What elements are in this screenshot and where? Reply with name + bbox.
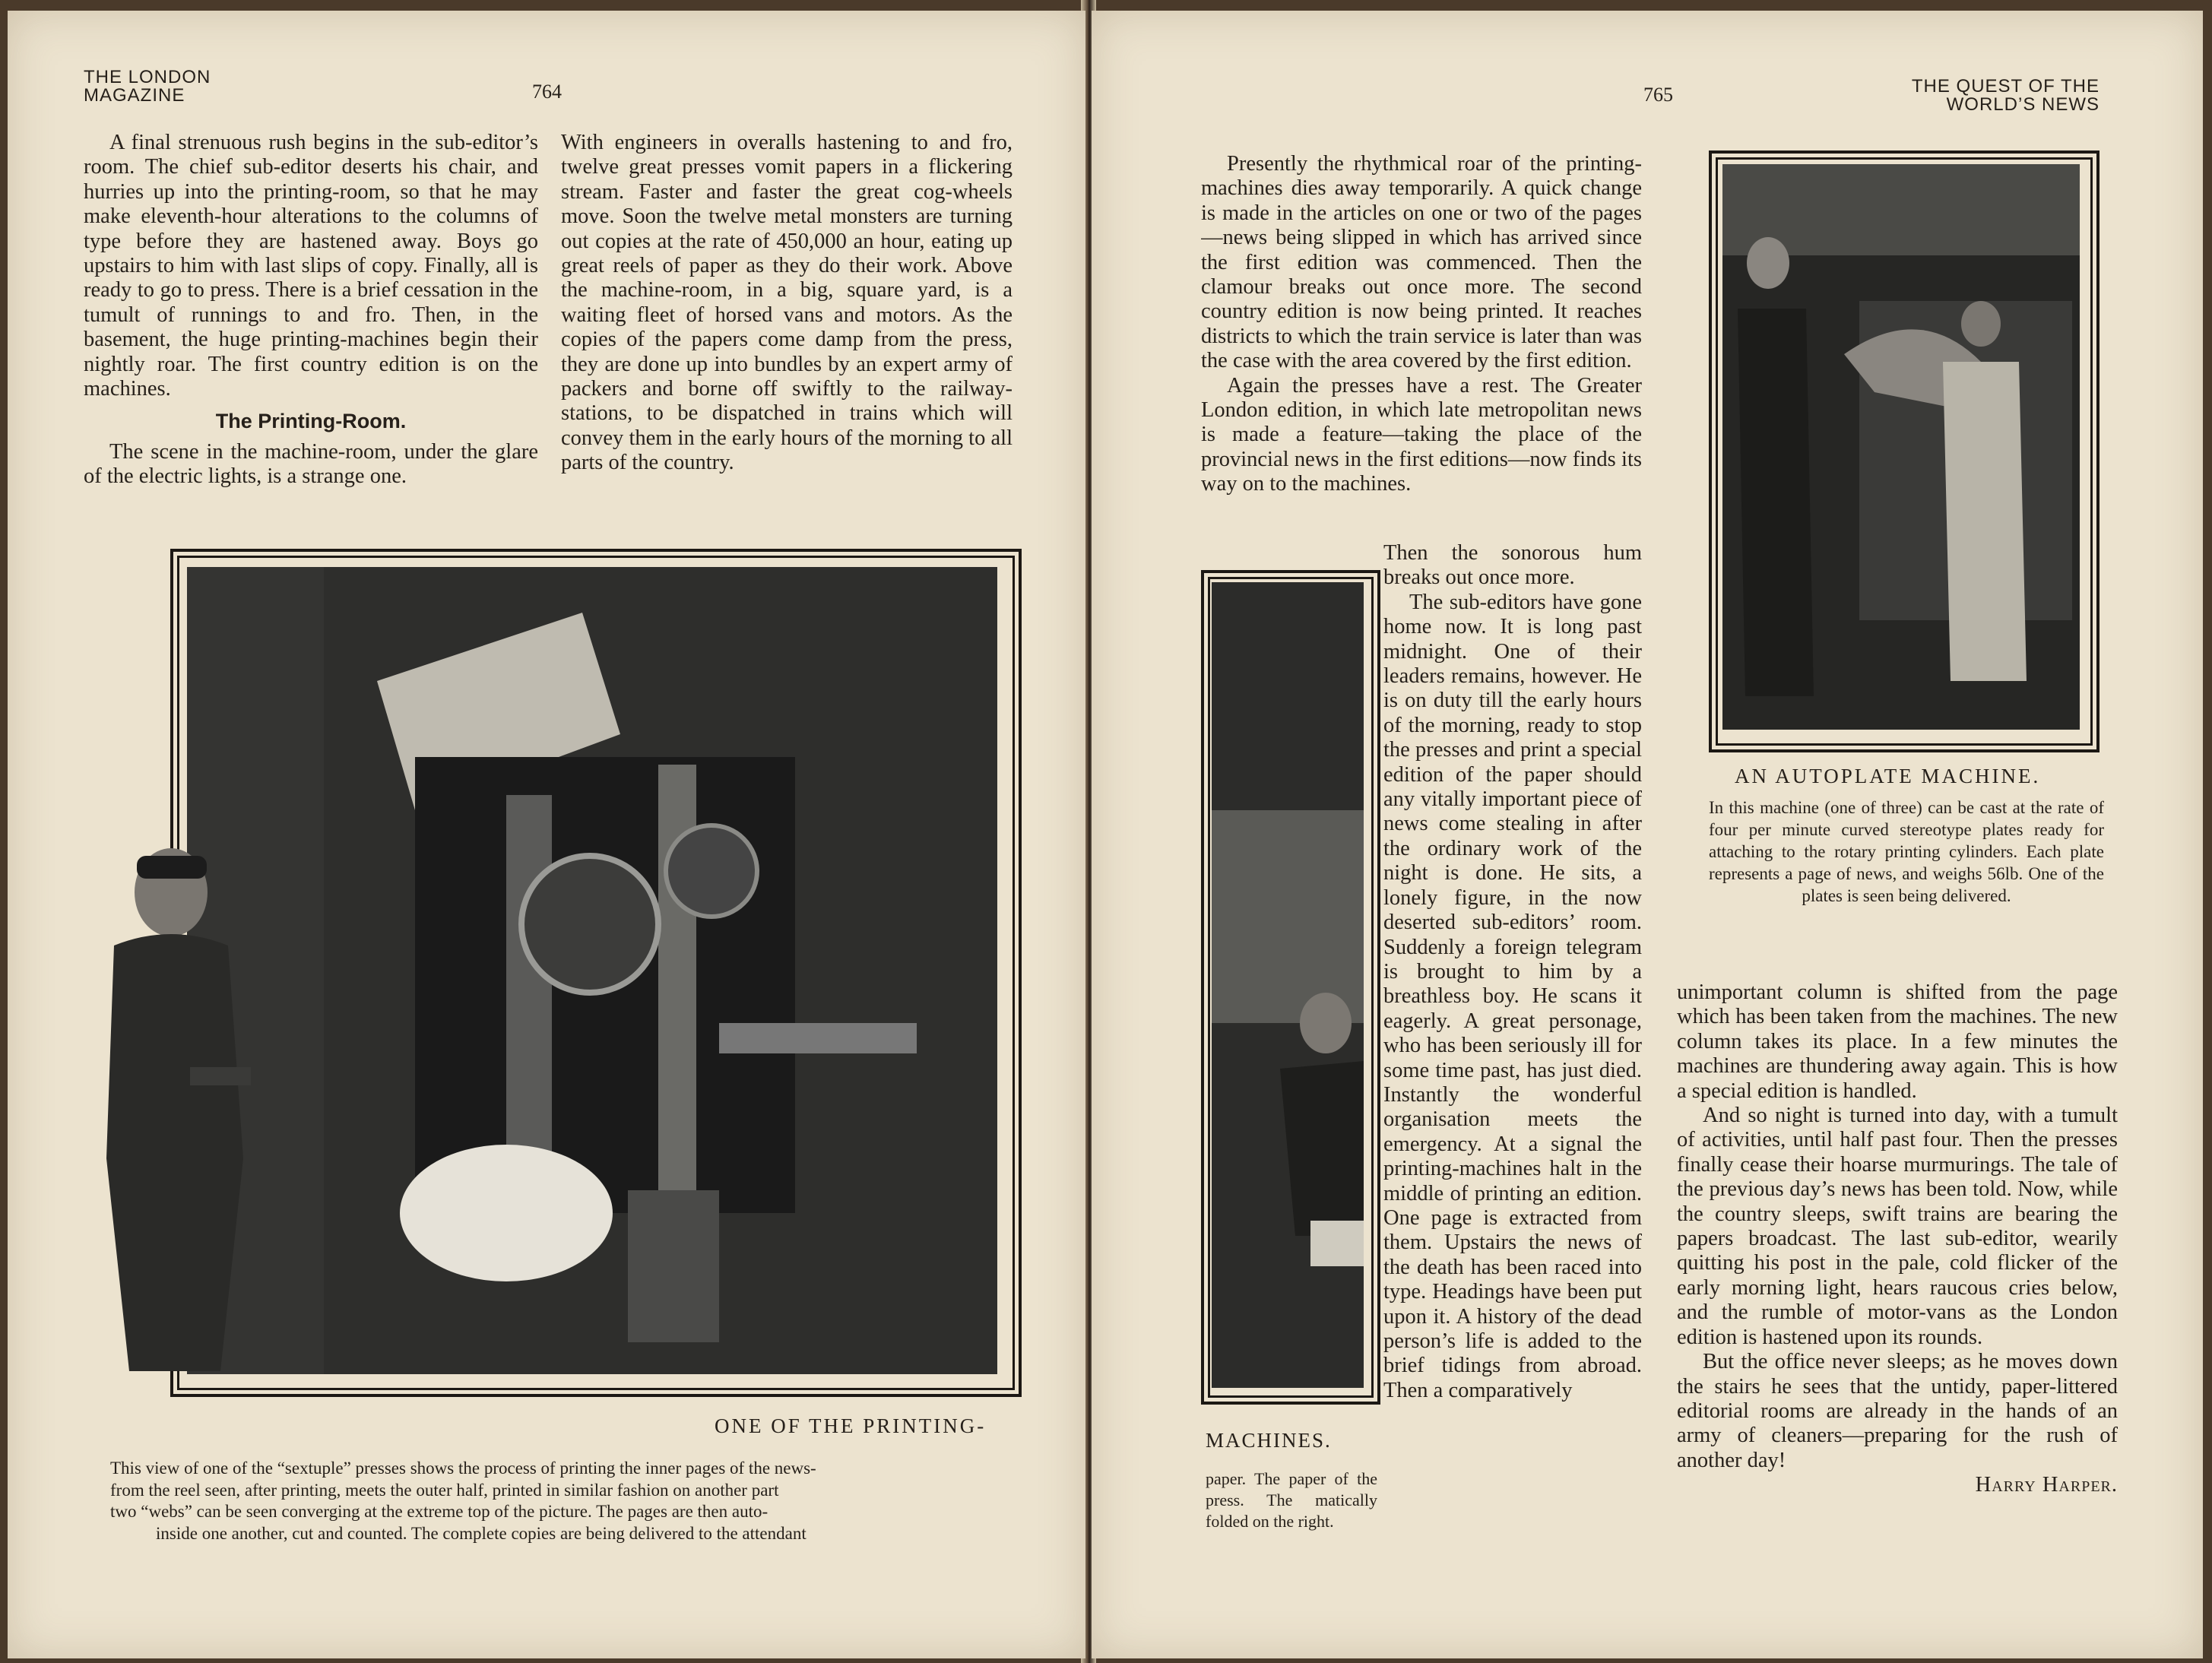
- right-column-2: [1677, 980, 2118, 1558]
- running-head-left: THE LONDON MAGAZINE: [84, 67, 211, 106]
- packer-illustration: [1212, 582, 1364, 1388]
- autoplate-illustration: [1722, 164, 2080, 730]
- paragraph: But the office never sleeps; as he moves down the stairs he sees that the untidy, paper-littered editorial rooms are already in the hands of an army of cleaners—preparing for the rush of another day!: [1677, 1350, 2118, 1472]
- pressman-figure: [84, 839, 258, 1386]
- caption-line: from the reel seen, after printing, meets the outer half, printed in similar fashion on another part: [110, 1480, 779, 1500]
- section-subheading: The Printing-Room.: [215, 410, 407, 433]
- left-column-1: [84, 131, 538, 541]
- caption-line: This view of one of the “sextuple” presses shows the process of printing the inner pages of the news-: [110, 1459, 816, 1478]
- paragraph: A final strenuous rush begins in the sub-editor’s room. The chief sub-editor deserts his chair, and hurries up into the printing-room, so that he may make eleventh-hour alterations to the columns of type before they are hastened away. Boys go upstairs to him with last slips of copy. Finally, all is ready to go to press. There is a brief cessation in the tumult of runnings to and fro. Then, in the basement, the huge printing-machines begin their nightly roar. The first country edition is on the machines.: [84, 131, 538, 401]
- right-column-1-top: [1201, 152, 1642, 538]
- caption-line: inside one another, cut and counted. The complete copies are being delivered to the attendant: [156, 1523, 807, 1543]
- paragraph: The sub-editors have gone home now. It is long past midnight. One of their leaders remains, however. He is on duty till the early hours of the morning, ready to stop the presses and print a special edition of the paper should any vitally important piece of news come stealing in after the ordinary work of the night is done. He sits, a lonely figure, in the now deserted sub-editors’ room. Suddenly a foreign telegram is brought to him by a breathless boy. He scans it eagerly. A great personage, who has been seriously ill for some time past, has just died. Instantly the wonderful organisation meets the emergency. At a signal the printing-machines halt in the middle of printing an edition. One page is extracted from them. Upstairs the news of the death has been raced into type. Headings have been put upon it. A history of the dead person’s life is added to the brief tidings from abroad. Then a comparatively: [1383, 590, 1642, 1402]
- paragraph: unimportant column is shifted from the page which has been taken from the machines. The new column takes its place. In a few minutes the machines are thundering away again. This is how a special edition is handled.: [1677, 980, 2118, 1103]
- left-column-2: [561, 131, 1013, 541]
- small-photo-caption-title: MACHINES.: [1206, 1429, 1332, 1452]
- right-column-1-wrap: [1383, 541, 1642, 1560]
- page-number-right: 765: [1643, 84, 1673, 106]
- small-photo-caption: paper. The paper of the press. The matically folded on the right.: [1206, 1469, 1377, 1531]
- paragraph: Then the sonorous hum breaks out once more.: [1383, 541, 1642, 590]
- left-page: [8, 11, 1085, 1658]
- running-head-right: THE QUEST OF THE WORLD’S NEWS: [1911, 76, 2099, 115]
- autoplate-photo: [1722, 164, 2080, 730]
- paragraph: Presently the rhythmical roar of the printing-machines dies away temporarily. A quick change is made in the articles on one or two of the pages—news being slipped in which has arrived since the first edition was commenced. Then the clamour breaks out once more. The second country edition is now being printed. It reaches districts to which the train service is later than was the case with the area covered by the first edition.: [1201, 152, 1642, 373]
- right-page: [1092, 11, 2203, 1658]
- paragraph: The scene in the machine-room, under the glare of the electric lights, is a strange one.: [84, 439, 538, 489]
- author-signature: Harry Harper.: [1975, 1473, 2118, 1497]
- photo-caption: [110, 1458, 1015, 1552]
- autoplate-caption-title: AN AUTOPLATE MACHINE.: [1735, 765, 2041, 787]
- printing-press-photo: [187, 567, 997, 1374]
- autoplate-caption: In this machine (one of three) can be cast at the rate of four per minute curved stereotype plates ready for attaching to the rotary printing cylinders. Each plate represents a page of news, and weighs 56lb. One of the plates is seen being delivered.: [1709, 798, 2104, 905]
- paragraph: And so night is turned into day, with a tumult of activities, until half past four. Then the presses finally cease their hoarse murmurings. The tale of the previous day’s news has been told. Now, while the country sleeps, swift trains are bearing the papers broadcast. The last sub-editor, wearily quitting his post in the pale, cold flicker of the early morning light, hears raucous cries below, and the rumble of motor-vans as the London edition is hastened upon its rounds.: [1677, 1104, 2118, 1349]
- caption-line: two “webs” can be seen converging at the extreme top of the picture. The pages are then auto-: [110, 1502, 768, 1521]
- printing-press-illustration: [187, 567, 997, 1374]
- photo-caption-title: ONE OF THE PRINTING-: [715, 1414, 987, 1437]
- paragraph: Again the presses have a rest. The Greater London edition, in which late metropolitan news is made a feature—taking the place of the provincial news in the first editions—now finds its way on to the machines.: [1201, 373, 1642, 496]
- page-number-left: 764: [532, 81, 562, 103]
- paragraph: With engineers in overalls hastening to and fro, twelve great presses vomit papers in a flickering stream. Faster and faster the great cog-wheels move. Soon the twelve metal monsters are turning out copies at the rate of 450,000 an hour, eating up great reels of paper as they do their work. Above the machine-room, in a big, square yard, is a waiting fleet of horsed vans and motors. As the copies of the papers come damp from the press, they are done up into bundles by an expert army of packers and borne off swiftly to the railway-stations, to be dispatched in trains which will convey them in the early hours of the morning to all parts of the country.: [561, 131, 1013, 475]
- packer-photo: [1212, 582, 1364, 1388]
